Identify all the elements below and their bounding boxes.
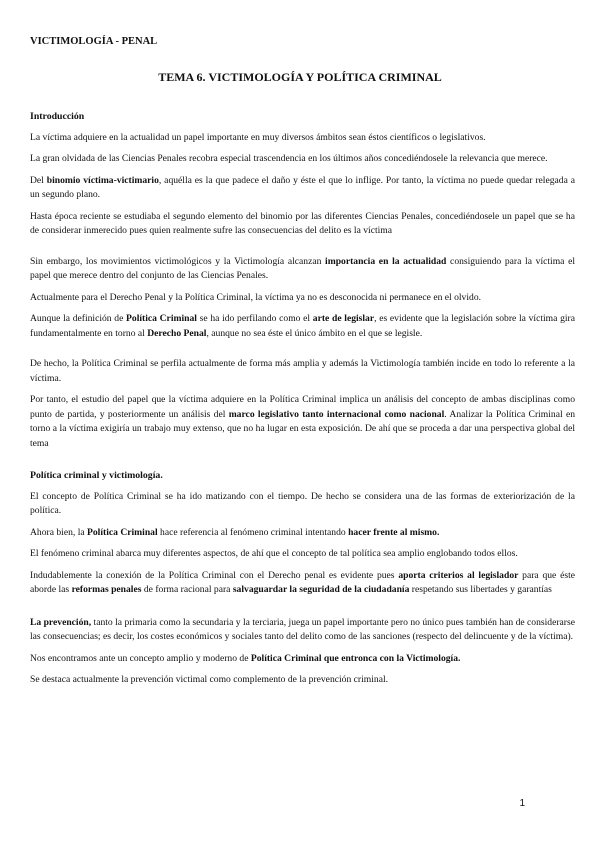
bold-text: Política Criminal (126, 313, 197, 324)
paragraph-9 (30, 393, 575, 451)
text-run: Aunque la definición de (30, 313, 127, 324)
text-run: Por tanto, el estudio del papel que la víctima adquiere en la Política Criminal implica un análisis del concepto de ambas disciplinas como punto de partida, y posteriormente un análisis del (30, 394, 575, 420)
bold-text: reformas penales (71, 584, 142, 595)
bold-text: arte de legislar (312, 313, 375, 324)
text-run: se ha ido perfilando como el (196, 313, 313, 324)
paragraph-12: El fenómeno criminal abarca muy diferentes aspectos, de ahí que el concepto de tal política sea amplio englobando todos ellos. (30, 548, 518, 559)
bold-text: hacer frente al mismo. (348, 526, 440, 538)
bold-text: marco legislativo tanto internacional como nacional (228, 408, 445, 420)
section-heading-introduccion: Introducción (30, 111, 85, 122)
bold-text: binomio víctima-victimario (46, 174, 159, 186)
text-run: de forma racional para (141, 584, 233, 595)
paragraph-4: Hasta época reciente se estudiaba el segundo elemento del binomio por las diferentes Ciencias Penales, concediéndosele un papel que se ha de considerar inmerecido pues quien realmente sufre las consecuencias del delito es la víctima (30, 210, 575, 236)
text-run: , aunque no sea éste el único ámbito en el que se legisle. (206, 327, 423, 339)
document-title: TEMA 6. VICTIMOLOGÍA Y POLÍTICA CRIMINAL (158, 70, 442, 84)
page-number: 1 (519, 798, 525, 809)
paragraph-7 (30, 312, 575, 341)
bold-text: aporta criterios al legislador (398, 569, 519, 581)
paragraph-2: La gran olvidada de las Ciencias Penales recobra especial trascendencia en los últimos años concediéndosele la relevancia que merece. (30, 153, 548, 164)
paragraph-6: Actualmente para el Derecho Penal y la Política Criminal, la víctima ya no es desconocida ni permanece en el olvido. (30, 291, 482, 303)
text-run: , es evidente que la legislación sobre la víctima gira fundamentalmente en torno al (30, 313, 575, 339)
section-heading-politica-criminal: Política criminal y victimología. (30, 470, 163, 481)
text-run: Indudablemente la conexión de la Política Criminal con el Derecho penal es evidente pues (30, 569, 399, 581)
text-run: Ahora bien, la (30, 526, 88, 538)
document-body (30, 110, 575, 695)
paragraph-16: Se destaca actualmente la prevención victimal como complemento de la prevención criminal. (30, 674, 389, 685)
running-header: VICTIMOLOGÍA - PENAL (30, 36, 158, 47)
text-run: , aquélla es la que padece el daño y éste el que lo inflige. Por tanto, la víctima no puede quedar relegada a un segundo plano. (30, 174, 575, 200)
paragraph-11 (30, 526, 575, 541)
bold-text: salvaguardar la seguridad de la ciudadanía (232, 584, 410, 595)
paragraph-13 (30, 569, 575, 598)
paragraph-10: El concepto de Política Criminal se ha ido matizando con el tiempo. De hecho se considera una de las formas de exteriorización de la política. (30, 490, 575, 516)
paragraph-14 (30, 616, 575, 645)
paragraph-3 (30, 174, 575, 203)
bold-text: Derecho Penal (147, 327, 207, 339)
bold-text: Política Criminal (87, 526, 158, 538)
text-run: Del (30, 174, 47, 186)
bold-text: importancia en la actualidad (325, 255, 447, 267)
text-run: hace referencia al fenómeno criminal intentando (157, 526, 349, 538)
paragraph-5 (30, 255, 575, 284)
paragraph-15 (30, 652, 575, 667)
bold-text: Política Criminal que entronca con la Victimología. (250, 652, 461, 664)
paragraph-8: De hecho, la Política Criminal se perfila actualmente de forma más amplia y además la Victimología también incide en todo lo referente a la víctima. (30, 358, 575, 384)
text-run: respetando sus libertades y garantías (409, 584, 552, 595)
text-run: tanto la primaria como la secundaria y la terciaria, juega un papel importante pero no único pues también han de considerarse las consecuencias; es decir, los costes económicos y sociales tanto del delito como de las sanciones (respecto del delincuente y de la víctima). (30, 616, 575, 642)
text-run: Nos encontramos ante un concepto amplio y moderno de (30, 652, 251, 664)
text-run: Sin embargo, los movimientos victimológicos y la Victimología alcanzan (30, 255, 326, 267)
text-run: . Analizar la Política Criminal en torno a la víctima exigiría un trabajo muy extenso, que no ha lugar en esta exposición. De ahí que se proceda a dar una perspectiva global del tema (30, 408, 575, 449)
paragraph-1: La víctima adquiere en la actualidad un papel importante en muy diversos ámbitos sean éstos científicos o legislativos. (30, 131, 486, 143)
bold-text: La prevención, (30, 616, 92, 628)
text-run: para que éste aborde las (30, 569, 575, 595)
text-run: consiguiendo para la víctima el papel que merece dentro del conjunto de las Ciencias Penales. (30, 255, 576, 281)
